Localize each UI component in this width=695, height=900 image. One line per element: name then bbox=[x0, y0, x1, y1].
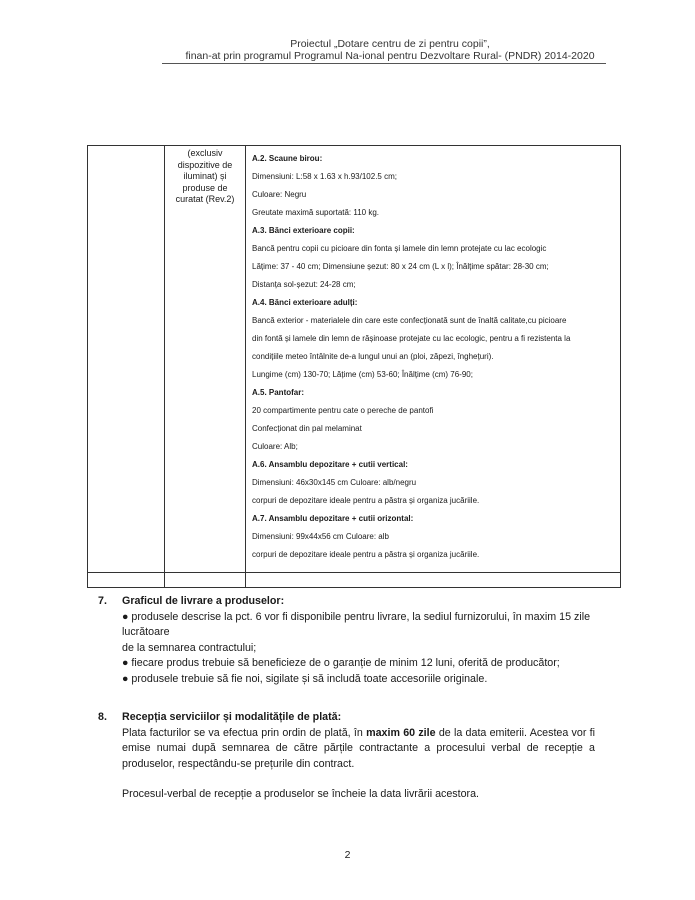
section-7-heading: 7. Graficul de livrare a produselor: bbox=[98, 595, 285, 607]
product-category-line: dispozitive de bbox=[177, 159, 233, 170]
spec-heading: A.4. Bănci exterioare adulți: bbox=[252, 298, 358, 307]
spec-line: corpuri de depozitare ideale pentru a păstra și organiza jucăriile. bbox=[252, 550, 480, 559]
spec-line: din fontă și lamele din lemn de rășinoase protejate cu lac ecologic, pentru a fi rezistenta la bbox=[252, 334, 571, 343]
spec-line: Greutate maximă suportată: 110 kg. bbox=[252, 208, 380, 217]
empty-cell bbox=[88, 146, 165, 573]
spec-line: Dimensiuni: L:58 x 1.63 x h.93/102.5 cm; bbox=[252, 172, 397, 181]
payment-paragraph: Plata facturilor se va efectua prin ordin de plată, în maxim 60 zile de la data emiterii. Acestea vor fi emise numai după semnarea de către părțile contractante a procesului verbal de recepție a produselor, respectându-se prețurile din contract. bbox=[122, 726, 596, 770]
spec-line: Culoare: Negru bbox=[252, 190, 307, 199]
page-number: 2 bbox=[344, 849, 351, 861]
spec-line: Culoare: Alb; bbox=[252, 442, 298, 451]
spec-heading: A.5. Pantofar: bbox=[252, 388, 305, 397]
spec-line: Bancă exterior - materialele din care este confecționată sunt de înaltă calitate,cu picioare bbox=[252, 316, 567, 325]
delivery-line: ● produsele descrise la pct. 6 vor fi disponibile pentru livrare, la sediul furnizorului, în maxim 15 zile bbox=[122, 610, 591, 623]
spec-line: Dimensiuni: 46x30x145 cm Culoare: alb/negru bbox=[252, 478, 417, 487]
spec-line: Lungime (cm) 130-70; Lățime (cm) 53-60; Înălțime (cm) 76-90; bbox=[252, 370, 473, 379]
spec-line: Bancă pentru copii cu picioare din fonta și lamele din lemn protejate cu lac ecologic bbox=[252, 244, 547, 253]
product-category-line: curatat (Rev.2) bbox=[175, 194, 235, 204]
spec-line: Lățime: 37 - 40 cm; Dimensiune șezut: 80 x 24 cm (L x l); Înălțime spătar: 28-30 cm; bbox=[252, 262, 549, 271]
header-rule bbox=[162, 63, 606, 64]
document-header bbox=[160, 38, 620, 62]
specifications-cell bbox=[246, 146, 621, 573]
product-category-cell bbox=[165, 146, 246, 573]
empty-cell bbox=[246, 573, 621, 588]
table-row bbox=[88, 573, 621, 588]
header-line-2: finan-at prin programul Programul Na-ional pentru Dezvoltare Rural- (PNDR) 2014-2020 bbox=[185, 50, 595, 62]
empty-cell bbox=[88, 573, 165, 588]
spec-line: 20 compartimente pentru cate o pereche de pantofi bbox=[252, 406, 434, 415]
spec-heading: A.6. Ansamblu depozitare + cutii vertical: bbox=[252, 460, 408, 469]
spec-heading: A.7. Ansamblu depozitare + cutii orizontal: bbox=[252, 514, 414, 523]
spec-line: Confecționat din pal melaminat bbox=[252, 424, 362, 433]
product-category-line: iluminat) și bbox=[183, 171, 227, 181]
spec-line: corpuri de depozitare ideale pentru a păstra și organiza jucăriile. bbox=[252, 496, 480, 505]
delivery-line: lucrătoare bbox=[122, 626, 170, 638]
delivery-line: ● produsele trebuie să fie noi, sigilate și să includă toate accesoriile originale. bbox=[122, 672, 488, 685]
table-row bbox=[88, 146, 621, 573]
section-7 bbox=[98, 594, 595, 687]
delivery-line: de la semnarea contractului; bbox=[122, 641, 257, 654]
reception-paragraph: Procesul-verbal de recepție a produselor se încheie la data livrării acestora. bbox=[122, 788, 480, 800]
empty-cell bbox=[165, 573, 246, 588]
section-8 bbox=[98, 710, 595, 803]
product-category-line: (exclusiv bbox=[187, 148, 223, 158]
specifications-table bbox=[87, 145, 621, 588]
payment-term-bold: maxim 60 zile bbox=[366, 726, 436, 739]
delivery-line: ● fiecare produs trebuie să beneficieze de o garanție de minim 12 luni, oferită de producător; bbox=[122, 657, 560, 669]
spec-heading: A.3. Bănci exterioare copii: bbox=[252, 226, 355, 235]
product-category-line: produse de bbox=[182, 182, 228, 193]
spec-line: Distanța sol-șezut: 24-28 cm; bbox=[252, 280, 356, 289]
header-line-1: Proiectul „Dotare centru de zi pentru copii”, bbox=[290, 38, 490, 50]
spec-heading: A.2. Scaune birou: bbox=[252, 154, 323, 163]
spec-line: Dimensiuni: 99x44x56 cm Culoare: alb bbox=[252, 532, 389, 541]
spec-line: condițiile meteo întâlnite de-a lungul unui an (ploi, zăpezi, înghețuri). bbox=[252, 352, 494, 361]
section-8-heading: 8. Recepția serviciilor și modalitățile de plată: bbox=[98, 711, 342, 723]
